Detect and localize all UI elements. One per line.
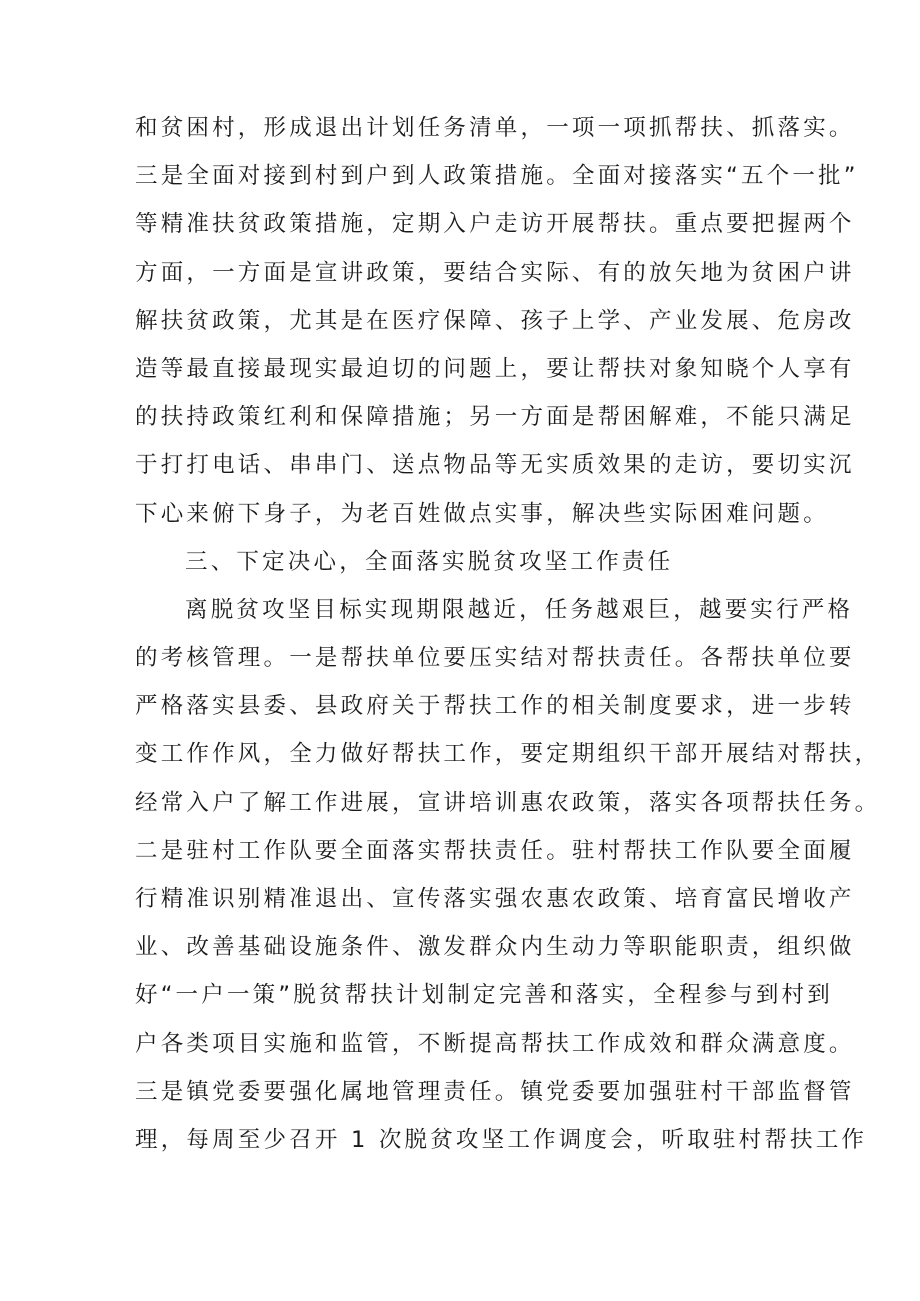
paragraph-line: 的考核管理。一是帮扶单位要压实结对帮扶责任。各帮扶单位要 xyxy=(135,645,855,672)
paragraph-line: 业、改善基础设施条件、激发群众内生动力等职能职责，组织做 xyxy=(135,934,855,961)
paragraph-line: 下心来俯下身子，为老百姓做点实事，解决些实际困难问题。 xyxy=(135,500,829,527)
paragraph-line: 经常入户了解工作进展，宣讲培训惠农政策，落实各项帮扶任务。 xyxy=(135,789,881,816)
paragraph-line: 严格落实县委、县政府关于帮扶工作的相关制度要求，进一步转 xyxy=(135,693,855,720)
paragraph-line: 户各类项目实施和监管，不断提高帮扶工作成效和群众满意度。 xyxy=(135,1030,855,1057)
paragraph-line: 三是全面对接到村到户到人政策措施。全面对接落实“五个一批” xyxy=(135,163,859,190)
paragraph-line: 的扶持政策红利和保障措施；另一方面是帮困解难，不能只满足 xyxy=(135,404,855,431)
paragraph-line: 变工作作风，全力做好帮扶工作，要定期组织干部开展结对帮扶， xyxy=(135,741,881,768)
paragraph-line: 好“一户一策”脱贫帮扶计划制定完善和落实，全程参与到村到 xyxy=(135,982,833,1009)
paragraph-line: 等精准扶贫政策措施，定期入户走访开展帮扶。重点要把握两个 xyxy=(135,211,855,238)
paragraph-line: 解扶贫政策，尤其是在医疗保障、孩子上学、产业发展、危房改 xyxy=(135,307,855,334)
paragraph-line-indented: 三、下定决心，全面落实脱贫攻坚工作责任 xyxy=(185,548,674,575)
paragraph-line-indented: 离脱贫攻坚目标实现期限越近，任务越艰巨，越要实行严格 xyxy=(185,596,854,623)
paragraph-line: 和贫困村，形成退出计划任务清单，一项一项抓帮扶、抓落实。 xyxy=(135,115,855,141)
paragraph-line: 行精准识别精准退出、宣传落实强农惠农政策、培育富民增收产 xyxy=(135,886,855,912)
paragraph-line: 方面，一方面是宣讲政策，要结合实际、有的放矢地为贫困户讲 xyxy=(135,259,855,286)
paragraph-line: 造等最直接最现实最迫切的问题上，要让帮扶对象知晓个人享有 xyxy=(135,355,855,382)
paragraph-line: 理，每周至少召开 1 次脱贫攻坚工作调度会，听取驻村帮扶工作 xyxy=(135,1126,868,1153)
paragraph-line: 三是镇党委要强化属地管理责任。镇党委要加强驻村干部监督管 xyxy=(135,1078,855,1105)
document-body xyxy=(135,104,881,1164)
paragraph-line: 于打打电话、串串门、送点物品等无实质效果的走访，要切实沉 xyxy=(135,452,855,479)
paragraph-line: 二是驻村工作队要全面落实帮扶责任。驻村帮扶工作队要全面履 xyxy=(135,837,855,864)
